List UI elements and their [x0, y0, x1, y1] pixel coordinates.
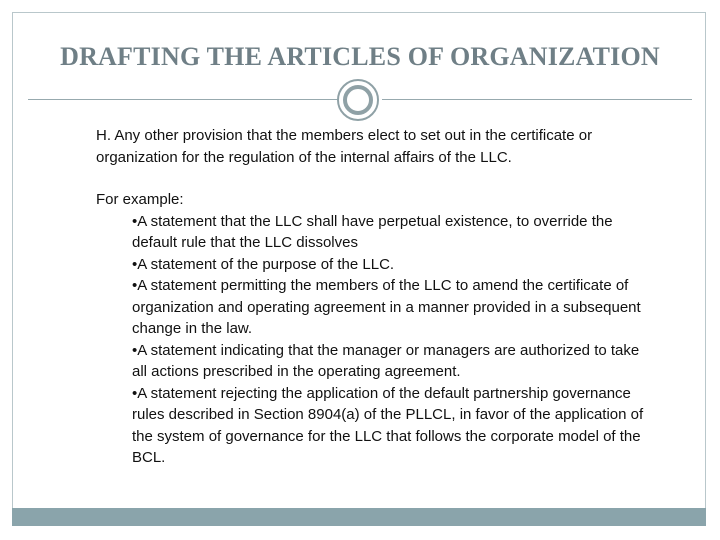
- list-item: •A statement that the LLC shall have perpetual existence, to override the default rule that the LLC dissolves: [132, 212, 613, 251]
- title-divider-right: [382, 99, 692, 100]
- list-item: •A statement rejecting the application of the default partnership governance rules described in Section 8904(a) of the PLLCL, in favor of the application of the system of governance for the LLC that follows the corporate model of the BCL.: [132, 384, 644, 466]
- list-item: •A statement indicating that the manager or managers are authorized to take all actions prescribed in the operating agreement.: [132, 341, 640, 380]
- examples-list: [96, 211, 656, 469]
- slide-body: [96, 125, 656, 469]
- examples-heading: For example:: [96, 191, 184, 208]
- footer-bar: [12, 508, 706, 526]
- title-divider-left: [28, 99, 338, 100]
- slide-title: DRAFTING THE ARTICLES OF ORGANIZATION: [60, 42, 660, 71]
- circle-ornament-icon: [337, 79, 379, 121]
- provision-paragraph: H. Any other provision that the members elect to set out in the certificate or organization for the regulation of the internal affairs of the LLC.: [96, 127, 593, 166]
- list-item: •A statement of the purpose of the LLC.: [132, 255, 395, 273]
- list-item: •A statement permitting the members of the LLC to amend the certificate of organization and operating agreement in a manner provided in a subsequent change in the law.: [132, 277, 641, 337]
